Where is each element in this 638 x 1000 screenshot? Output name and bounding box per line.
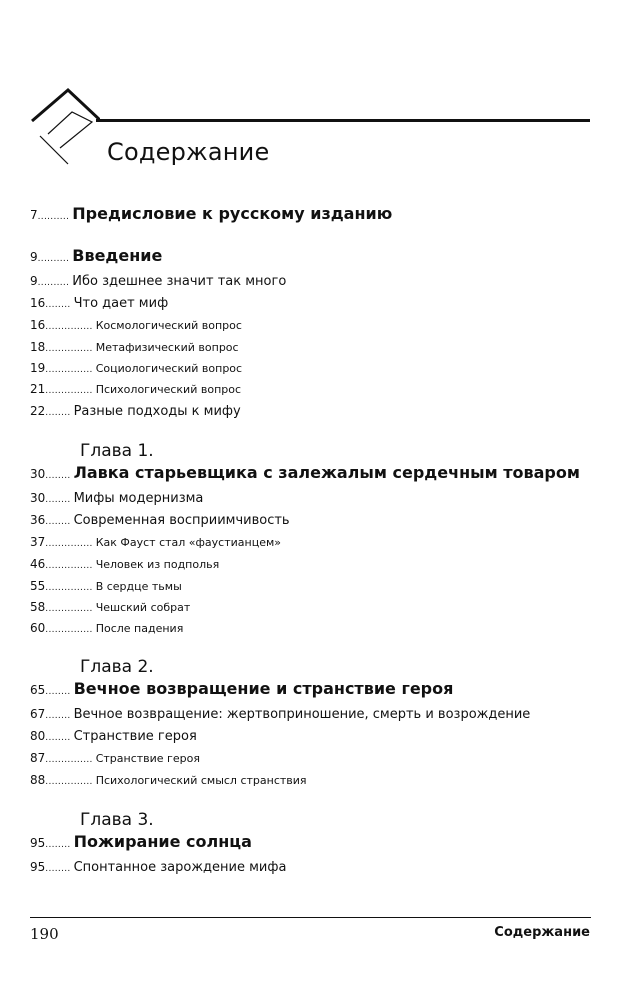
toc-entry-title: Пожирание солнца <box>73 832 252 851</box>
page-title: Содержание <box>107 138 270 166</box>
toc-entry <box>30 533 281 549</box>
toc-page-number: 36 <box>30 513 46 527</box>
toc-leader-dots: ............... <box>45 539 93 549</box>
toc-entry <box>30 705 530 721</box>
toc-entry-title: После падения <box>95 622 184 635</box>
toc-page-number: 30 <box>30 491 46 505</box>
toc-page-number: 67 <box>30 707 46 721</box>
toc-entry <box>30 834 252 850</box>
toc-entry <box>30 402 241 418</box>
toc-entry-title: Лавка старьевщика с залежалым сердечным товаром <box>73 463 580 482</box>
toc-entry <box>30 577 182 593</box>
toc-page-number: 46 <box>30 557 46 571</box>
toc-leader-dots: ............... <box>45 604 93 614</box>
toc-entry-title: Метафизический вопрос <box>95 341 239 354</box>
toc-entry-title: Что дает миф <box>73 296 169 311</box>
page-number: 190 <box>30 925 59 943</box>
toc-page-number: 21 <box>30 382 46 396</box>
toc-entry <box>30 858 286 874</box>
toc-leader-dots: ........ <box>45 711 71 721</box>
toc-entry-title: Мифы модернизма <box>73 491 204 506</box>
chapter-ornament-icon <box>30 86 100 166</box>
toc-entry <box>30 598 190 614</box>
toc-entry-title: Как Фауст стал «фаустианцем» <box>95 536 281 549</box>
toc-entry-title: Странствие героя <box>73 729 197 744</box>
toc-leader-dots: ........ <box>45 471 71 481</box>
toc-leader-dots: ........ <box>45 495 71 505</box>
toc-entry-title: Психологический вопрос <box>95 383 242 396</box>
toc-page-number: 18 <box>30 340 46 354</box>
toc-page-number: 58 <box>30 600 46 614</box>
toc-leader-dots: ........ <box>45 408 71 418</box>
toc-entry <box>30 248 162 264</box>
toc-entry-title: Вечное возвращение: жертвоприношение, смерть и возрождение <box>73 707 531 722</box>
toc-leader-dots: ............... <box>45 625 93 635</box>
toc-leader-dots: ............... <box>45 583 93 593</box>
toc-entry <box>30 359 242 375</box>
chapter-heading: Глава 1. <box>80 441 154 461</box>
toc-entry <box>30 272 286 288</box>
toc-entry-title: Введение <box>72 246 163 265</box>
toc-leader-dots: ............... <box>45 755 93 765</box>
toc-entry <box>30 619 183 635</box>
toc-entry-title: Ибо здешнее значит так много <box>72 274 287 289</box>
toc-page-number: 65 <box>30 683 46 697</box>
toc-entry-title: Человек из подполья <box>95 558 220 571</box>
toc-entry <box>30 338 239 354</box>
toc-leader-dots: .......... <box>37 278 70 288</box>
toc-leader-dots: ........ <box>45 840 71 850</box>
toc-leader-dots: ........ <box>45 517 71 527</box>
chapter-heading: Глава 3. <box>80 810 154 830</box>
toc-entry-title: Психологический смысл странствия <box>95 774 307 787</box>
toc-entry-title: Вечное возвращение и странствие героя <box>73 679 454 698</box>
chapter-heading: Глава 2. <box>80 657 154 677</box>
toc-page-number: 9 <box>30 274 38 288</box>
toc-entry <box>30 465 580 481</box>
toc-entry-title: Социологический вопрос <box>95 362 243 375</box>
toc-page-number: 16 <box>30 296 46 310</box>
toc-entry <box>30 511 290 527</box>
toc-entry-title: Предисловие к русскому изданию <box>72 204 393 223</box>
toc-leader-dots: ........ <box>45 687 71 697</box>
footer-rule <box>30 917 591 918</box>
toc-leader-dots: ............... <box>45 344 93 354</box>
toc-page-number: 16 <box>30 318 46 332</box>
toc-entry-title: Чешский собрат <box>95 601 191 614</box>
toc-page-number: 80 <box>30 729 46 743</box>
toc-page-number: 87 <box>30 751 46 765</box>
toc-page-number: 37 <box>30 535 46 549</box>
toc-leader-dots: ............... <box>45 561 93 571</box>
toc-entry-title: Странствие героя <box>95 752 200 765</box>
toc-entry-title: Разные подходы к мифу <box>73 404 241 419</box>
toc-entry <box>30 380 241 396</box>
toc-page-number: 30 <box>30 467 46 481</box>
running-head: Содержание <box>494 925 590 940</box>
toc-page-number: 22 <box>30 404 46 418</box>
toc-leader-dots: ........ <box>45 300 71 310</box>
toc-page-number: 19 <box>30 361 46 375</box>
toc-entry <box>30 489 203 505</box>
toc-leader-dots: ........ <box>45 733 71 743</box>
toc-leader-dots: ............... <box>45 365 93 375</box>
toc-page-number: 55 <box>30 579 46 593</box>
toc-entry <box>30 749 200 765</box>
toc-page-number: 95 <box>30 836 46 850</box>
toc-entry <box>30 681 453 697</box>
toc-leader-dots: ............... <box>45 322 93 332</box>
toc-leader-dots: .......... <box>37 254 70 264</box>
toc-leader-dots: ............... <box>45 777 93 787</box>
toc-page-number: 60 <box>30 621 46 635</box>
toc-page-number: 7 <box>30 208 38 222</box>
toc-entry-title: Космологический вопрос <box>95 319 242 332</box>
toc-entry <box>30 316 242 332</box>
toc-entry <box>30 727 197 743</box>
toc-page-number: 9 <box>30 250 38 264</box>
toc-entry <box>30 294 168 310</box>
toc-entry <box>30 206 392 222</box>
toc-leader-dots: ........ <box>45 864 71 874</box>
toc-entry <box>30 771 307 787</box>
toc-leader-dots: .......... <box>37 212 70 222</box>
toc-leader-dots: ............... <box>45 386 93 396</box>
toc-entry-title: В сердце тьмы <box>95 580 182 593</box>
header-rule <box>96 119 590 122</box>
toc-entry-title: Спонтанное зарождение мифа <box>73 860 287 875</box>
toc-entry <box>30 555 219 571</box>
toc-page-number: 88 <box>30 773 46 787</box>
toc-entry-title: Современная восприимчивость <box>73 513 290 528</box>
toc-page-number: 95 <box>30 860 46 874</box>
